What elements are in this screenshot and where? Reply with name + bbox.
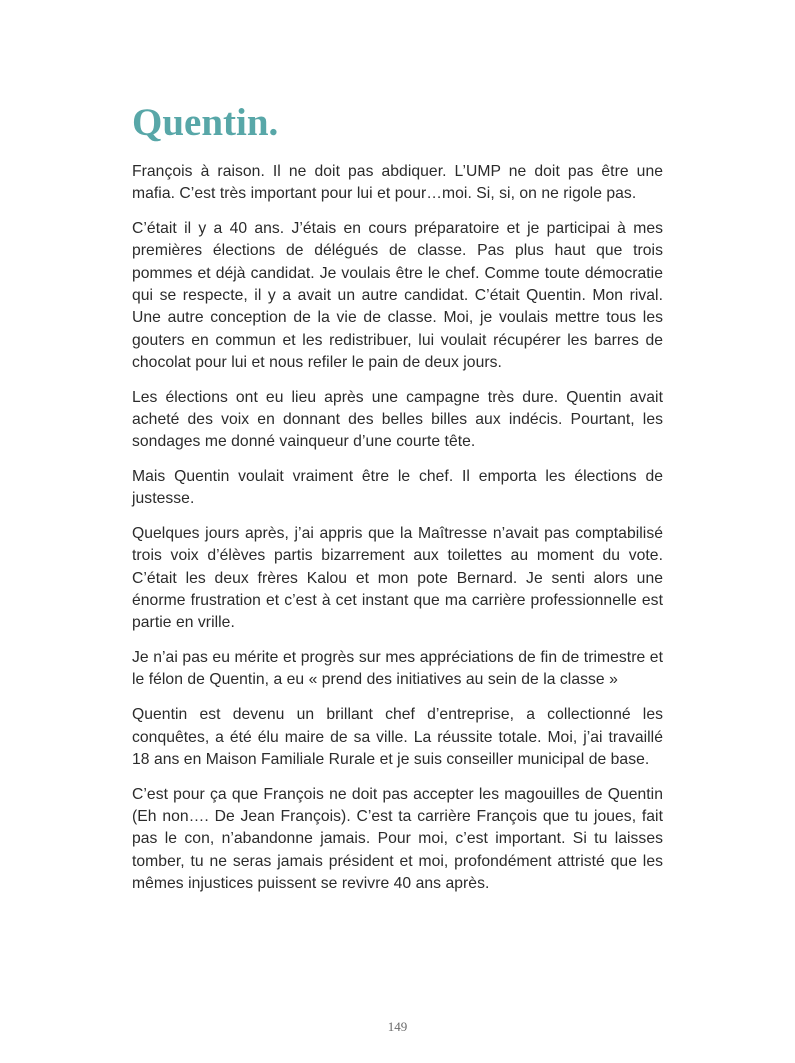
paragraph: C’est pour ça que François ne doit pas accepter les magouilles de Quentin (Eh non…. De Jean François). C’est ta carrière François que tu joues, fait pas le con, n’abandonne jamais. Pour moi, c’est important. Si tu laisses tomber, tu ne seras jamais président et moi, profondément attristé que les mêmes injustices puissent se revivre 40 ans après. bbox=[132, 785, 663, 892]
paragraph: François à raison. Il ne doit pas abdiquer. L’UMP ne doit pas être une mafia. C’est très important pour lui et pour…moi. Si, si, on ne rigole pas. bbox=[132, 163, 663, 203]
paragraph: Je n’ai pas eu mérite et progrès sur mes appréciations de fin de trimestre et le félon de Quentin, a eu « prend des initiatives au sein de la classe » bbox=[132, 649, 663, 689]
paragraph: Mais Quentin voulait vraiment être le chef. Il emporta les élections de justesse. bbox=[132, 468, 663, 508]
paragraph: C’était il y a 40 ans. J’étais en cours préparatoire et je participai à mes premières élections de délégués de classe. Pas plus haut que trois pommes et déjà candidat. Je voulais être le chef. Comme toute démocratie qui se respecte, il y a avait un autre candidat. C’était Quentin. Mon rival. Une autre conception de la vie de classe. Moi, je voulais mettre tous les gouters en commun et les redistribuer, lui voulait récupérer les barres de chocolat pour lui et nous refiler le pain de deux jours. bbox=[132, 220, 663, 371]
paragraph: Quelques jours après, j’ai appris que la Maîtresse n’avait pas comptabilisé trois voix d’élèves partis bizarrement aux toilettes au moment du vote. C’était les deux frères Kalou et mon pote Bernard. Je senti alors une énorme frustration et c’est à cet instant que ma carrière professionnelle est partie en vrille. bbox=[132, 525, 663, 632]
chapter-body bbox=[132, 161, 663, 908]
page-number: 149 bbox=[387, 1019, 408, 1034]
paragraph: Quentin est devenu un brillant chef d’entreprise, a collectionné les conquêtes, a été élu maire de sa ville. La réussite totale. Moi, j’ai travaillé 18 ans en Maison Familiale Rurale et je suis conseiller municipal de base. bbox=[132, 706, 663, 768]
paragraph: Les élections ont eu lieu après une campagne très dure. Quentin avait acheté des voix en donnant des belles billes aux indécis. Pourtant, les sondages me donné vainqueur d’une courte tête. bbox=[132, 388, 663, 451]
chapter-title: Quentin. bbox=[132, 101, 279, 144]
